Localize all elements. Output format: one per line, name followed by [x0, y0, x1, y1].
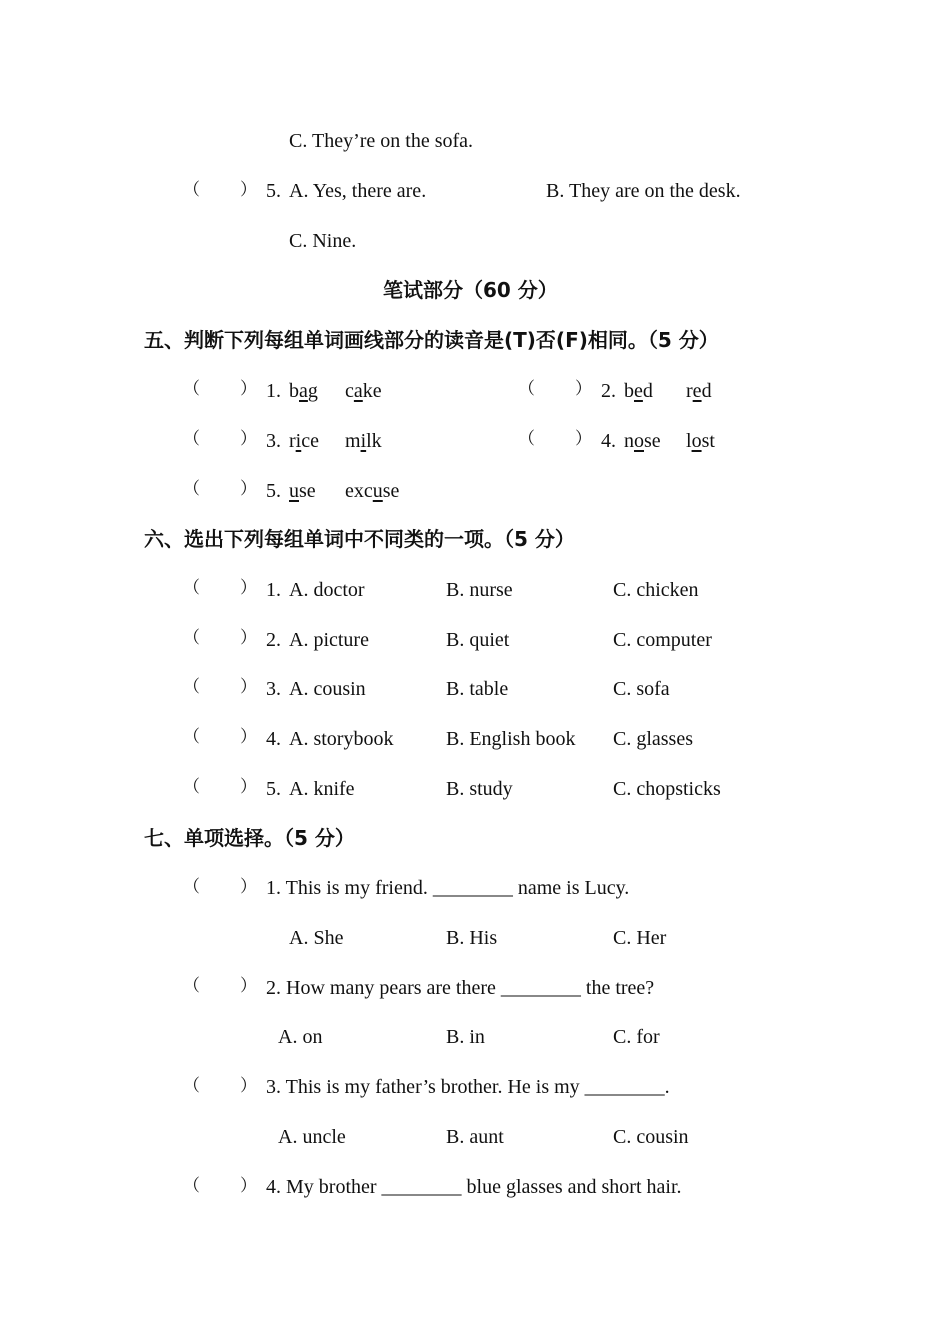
answer-paren-open: （	[183, 677, 200, 697]
answer-paren-open: （	[183, 976, 200, 996]
item-number: 1.	[266, 579, 281, 601]
item-number: 2.	[266, 629, 281, 651]
word-1: nose	[624, 430, 661, 452]
answer-paren-close: ）	[575, 429, 592, 449]
option-a: A. knife	[289, 778, 355, 800]
answer-paren-open: （	[183, 1076, 200, 1096]
underlined-letters: u	[372, 480, 383, 502]
option-c: C. glasses	[613, 728, 693, 750]
underlined-letters: o	[634, 430, 644, 452]
answer-paren-open: （	[183, 578, 200, 598]
answer-paren-open: （	[183, 727, 200, 747]
underlined-letters: u	[289, 480, 299, 502]
answer-paren-close: ）	[575, 379, 592, 399]
section5-title: 五、判断下列每组单词画线部分的读音是(T)否(F)相同。（5 分）	[144, 328, 719, 352]
option-a: A. doctor	[289, 579, 365, 601]
answer-paren-close: ）	[240, 429, 257, 449]
answer-paren-close: ）	[240, 1076, 257, 1096]
option-b: B. nurse	[446, 579, 513, 601]
option-c: C. Her	[613, 927, 667, 949]
option-c: C. sofa	[613, 678, 670, 700]
answer-paren-open: （	[183, 479, 200, 499]
question-text: 4. My brother ________ blue glasses and short hair.	[266, 1176, 682, 1198]
item-number: 5.	[266, 778, 281, 800]
word-1: rice	[289, 430, 319, 452]
word-2: red	[686, 380, 712, 402]
word-1: bed	[624, 380, 653, 402]
answer-paren-close: ）	[240, 578, 257, 598]
answer-paren-open: （	[183, 777, 200, 797]
underlined-letters: e	[634, 380, 643, 402]
word-2: milk	[345, 430, 382, 452]
option-b: B. His	[446, 927, 498, 949]
option-b: B. English book	[446, 728, 576, 750]
option-b: B. They are on the desk.	[546, 180, 741, 202]
item-number: 4.	[601, 430, 616, 452]
answer-paren-open: （	[183, 628, 200, 648]
question-number: 5.	[266, 180, 281, 202]
answer-paren-close: ）	[240, 479, 257, 499]
answer-paren-open: （	[183, 429, 200, 449]
answer-paren-open: （	[518, 379, 535, 399]
option-b: B. quiet	[446, 629, 510, 651]
answer-paren-close: ）	[240, 379, 257, 399]
answer-paren-close: ）	[240, 180, 257, 200]
answer-paren-open: （	[183, 180, 200, 200]
option-c: C. for	[613, 1026, 660, 1048]
option-b: B. in	[446, 1026, 485, 1048]
option-c: C. Nine.	[289, 230, 357, 252]
answer-paren-close: ）	[240, 877, 257, 897]
item-number: 3.	[266, 430, 281, 452]
item-number: 1.	[266, 380, 281, 402]
answer-paren-close: ）	[240, 677, 257, 697]
q4-option-c: C. They’re on the sofa.	[289, 130, 474, 152]
question-text: 1. This is my friend. ________ name is Lucy.	[266, 877, 630, 899]
underlined-letters: a	[353, 380, 363, 402]
item-number: 4.	[266, 728, 281, 750]
option-c: C. chicken	[613, 579, 699, 601]
answer-paren-open: （	[183, 379, 200, 399]
answer-paren-open: （	[183, 1176, 200, 1196]
underlined-letters: o	[691, 430, 702, 452]
option-a: A. uncle	[278, 1126, 346, 1148]
option-b: B. study	[446, 778, 513, 800]
option-a: A. Yes, there are.	[289, 180, 427, 202]
underlined-letters: e	[692, 380, 702, 402]
option-b: B. aunt	[446, 1126, 504, 1148]
answer-paren-open: （	[183, 877, 200, 897]
underlined-letters: i	[360, 430, 367, 452]
written-part-title: 笔试部分（60 分）	[383, 278, 558, 302]
item-number: 3.	[266, 678, 281, 700]
answer-paren-open: （	[518, 429, 535, 449]
answer-paren-close: ）	[240, 1176, 257, 1196]
item-number: 2.	[601, 380, 616, 402]
option-a: A. She	[289, 927, 344, 949]
section6-title: 六、选出下列每组单词中不同类的一项。（5 分）	[144, 527, 575, 551]
answer-paren-close: ）	[240, 777, 257, 797]
word-1: bag	[289, 380, 318, 402]
word-2: cake	[345, 380, 382, 402]
word-2: lost	[686, 430, 715, 452]
option-c: C. cousin	[613, 1126, 689, 1148]
question-text: 3. This is my father’s brother. He is my ________.	[266, 1076, 670, 1098]
question-text: 2. How many pears are there ________ the tree?	[266, 977, 655, 999]
answer-paren-close: ）	[240, 628, 257, 648]
option-c: C. computer	[613, 629, 712, 651]
option-c: C. chopsticks	[613, 778, 721, 800]
underlined-letters: a	[299, 380, 308, 402]
underlined-letters: i	[295, 430, 302, 452]
option-a: A. cousin	[289, 678, 366, 700]
section7-title: 七、单项选择。（5 分）	[144, 826, 355, 850]
option-a: A. on	[278, 1026, 323, 1048]
answer-paren-close: ）	[240, 976, 257, 996]
answer-paren-close: ）	[240, 727, 257, 747]
option-a: A. picture	[289, 629, 369, 651]
word-1: use	[289, 480, 316, 502]
option-b: B. table	[446, 678, 509, 700]
word-2: excuse	[345, 480, 400, 502]
item-number: 5.	[266, 480, 281, 502]
option-a: A. storybook	[289, 728, 394, 750]
